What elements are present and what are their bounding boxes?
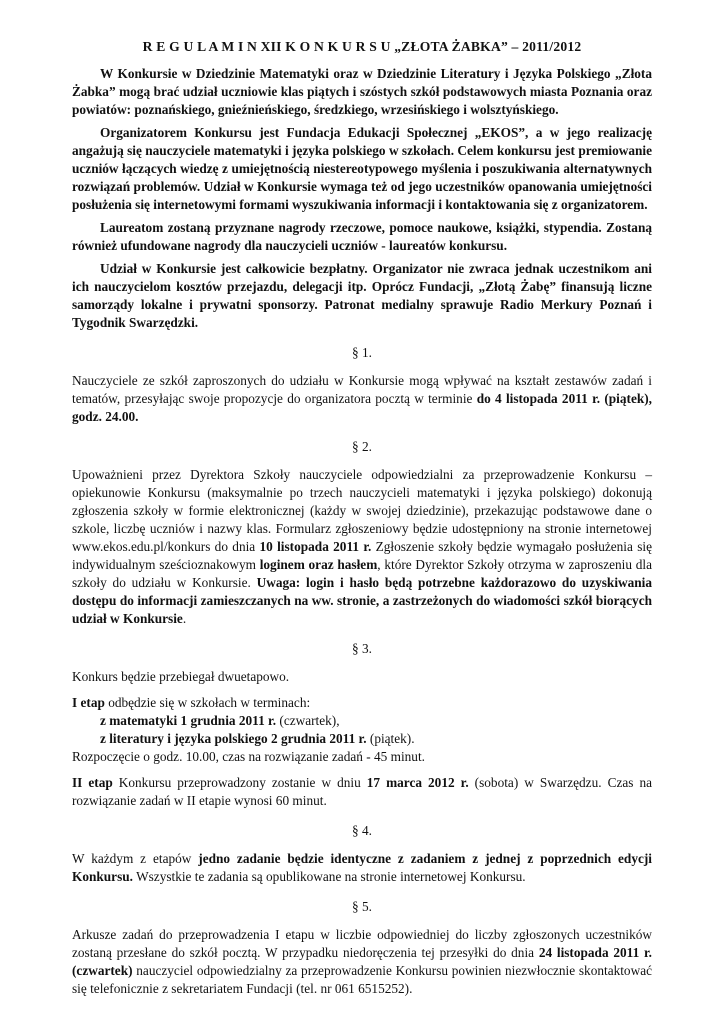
section-1-paragraph: [72, 372, 652, 426]
section-2-text: Upoważnieni przez Dyrektora Szkoły nauczyciele odpowiedzialni za przeprowadzenie Konkursu – opiekunowie Konkursu (maksymalnie po trzech nauczycieli matematyki i języka polskiego) dokonują zgłoszenia szkoły w formie elektronicznej (każdy w swojej dziedzinie), przekazując podstawowe dane o szkole, liczbę uczniów i nazwy klas. Formularz zgłoszeniowy będzie udostępniony na stronie internetowej www.ekos.edu.pl/konkurs do dnia: [72, 467, 652, 554]
section-2-date: 10 listopada 2011 r.: [259, 539, 372, 554]
math-date: z matematyki 1 grudnia 2011 r.: [100, 713, 277, 728]
etap1-text: odbędzie się w szkołach w terminach:: [104, 695, 311, 710]
section-4-body: [72, 850, 652, 886]
section-1-text: Nauczyciele ze szkół zaproszonych do udziału w Konkursie mogą wpływać na kształt zestawów zadań i tematów, przesyłając swoje propozycje do organizatora pocztą w terminie: [72, 373, 652, 406]
section-4-text: Wszystkie te zadania są opublikowane na stronie internetowej Konkursu.: [132, 869, 526, 884]
section-4-bold: jedno zadanie będzie identyczne z zadaniem z jednej z poprzednich edycji Konkursu.: [72, 851, 652, 884]
section-2-text: Zgłoszenie szkoły będzie wymagało posłużenia się indywidualnym sześcioznakowym: [72, 539, 652, 572]
etap1-lit-date: [72, 730, 652, 748]
section-2-note: Uwaga: login i hasło będą potrzebne każdorazowo do uzyskiwania dostępu do informacji zamieszczanych na ww. stronie, a zastrzeżonych do wiadomości szkół biorących udział w Konkursie: [72, 575, 652, 626]
etap2-text: Konkursu przeprowadzony zostanie w dniu: [112, 775, 367, 790]
section-5-paragraph: [72, 926, 652, 998]
section-4-text: W każdym z etapów: [72, 851, 199, 866]
section-5-date: 24 listopada 2011 r. (czwartek): [72, 945, 652, 978]
etap2-label: II etap: [72, 775, 113, 790]
section-4-paragraph: [72, 850, 652, 886]
etap1-math-date: [72, 712, 652, 730]
section-2-end: .: [182, 611, 187, 626]
section-5-body: [72, 926, 652, 998]
section-2-text: , które Dyrektor Szkoły otrzyma w zaproszeniu dla szkoły do udziału w Konkursie.: [72, 557, 653, 590]
section-1-deadline: do 4 listopada 2011 r. (piątek), godz. 24.00.: [72, 391, 652, 424]
section-3-line: Konkurs będzie przebiegał dwuetapowo.: [72, 669, 290, 684]
section-2-paragraph: [72, 466, 652, 628]
document-title: R E G U L A M I N XII K O N K U R S U „ZŁOTA ŻABKA” – 2011/2012: [142, 39, 582, 54]
section-2-heading: § 2.: [352, 439, 372, 454]
etap1-start-time: Rozpoczęcie o godz. 10.00, czas na rozwiązanie zadań - 45 minut.: [72, 749, 425, 764]
section-5-text: Arkusze zadań do przeprowadzenia I etapu w liczbie odpowiedniej do liczby zgłoszonych uczestników zostaną przesłane do szkół pocztą. W przypadku niedoręczenia tej przesyłki do dnia: [72, 927, 652, 960]
lit-day: (piątek).: [366, 731, 415, 746]
etap2-text: (sobota) w Swarzędzu. Czas na rozwiązanie zadań w II etapie wynosi 60 minut.: [72, 775, 652, 808]
section-1-heading: § 1.: [352, 345, 372, 360]
etap2-date: 17 marca 2012 r.: [366, 775, 469, 790]
etap1-label: I etap: [72, 695, 105, 710]
intro-section: [72, 65, 652, 332]
intro-paragraph: Organizatorem Konkursu jest Fundacja Edukacji Społecznej „EKOS”, a w jego realizację angażują się nauczyciele matematyki i języka polskiego w szkołach. Celem konkursu jest premiowanie uczniów łączących wiedzę z umiejętnością niestereotypowego myślenia i poszukiwania alternatywnych rozwiązań problemów. Udział w Konkursie wymaga też od jego uczestników opanowania umiejętności posłużenia się internetowymi formami wyszukiwania informacji i kontaktowania się z organizatorem.: [72, 125, 652, 212]
section-3-etap1: [72, 694, 652, 712]
lit-date: z literatury i języka polskiego 2 grudnia 2011 r.: [100, 731, 367, 746]
section-3-heading: § 3.: [352, 641, 372, 656]
intro-paragraph: W Konkursie w Dziedzinie Matematyki oraz w Dziedzinie Literatury i Języka Polskiego „Złota Żabka” mogą brać udział uczniowie klas piątych i szóstych szkół podstawowych miasta Poznania oraz powiatów: poznańskiego, gnieźnieńskiego, średzkiego, wrzesińskiego i wolsztyńskiego.: [72, 66, 652, 117]
section-5-text: nauczyciel odpowiedzialny za przeprowadzenie Konkursu powinien niezwłocznie skontaktować się telefonicznie z sekretariatem Fundacji (tel. nr 061 6515252).: [72, 963, 652, 996]
section-2-body: [72, 466, 652, 628]
intro-paragraph: Laureatom zostaną przyznane nagrody rzeczowe, pomoce naukowe, książki, stypendia. Zostaną również ufundowane nagrody dla nauczycieli uczniów - laureatów konkursu.: [72, 220, 652, 253]
section-3-body: [72, 668, 652, 810]
section-2-login: loginem oraz hasłem: [259, 557, 378, 572]
section-4-heading: § 4.: [352, 823, 372, 838]
intro-paragraph: Udział w Konkursie jest całkowicie bezpłatny. Organizator nie zwraca jednak uczestnikom ani ich nauczycielom kosztów przejazdu, delegacji itp. Oprócz Fundacji, „Złotą Żabę” finansują liczne samorządy lokalne i prywatni sponsorzy. Patronat medialny sprawuje Radio Merkury Poznań i Tygodnik Swarzędzki.: [72, 261, 652, 330]
math-day: (czwartek),: [276, 713, 340, 728]
section-3-etap2: [72, 774, 652, 810]
section-5-heading: § 5.: [352, 899, 372, 914]
section-1-body: [72, 372, 652, 426]
